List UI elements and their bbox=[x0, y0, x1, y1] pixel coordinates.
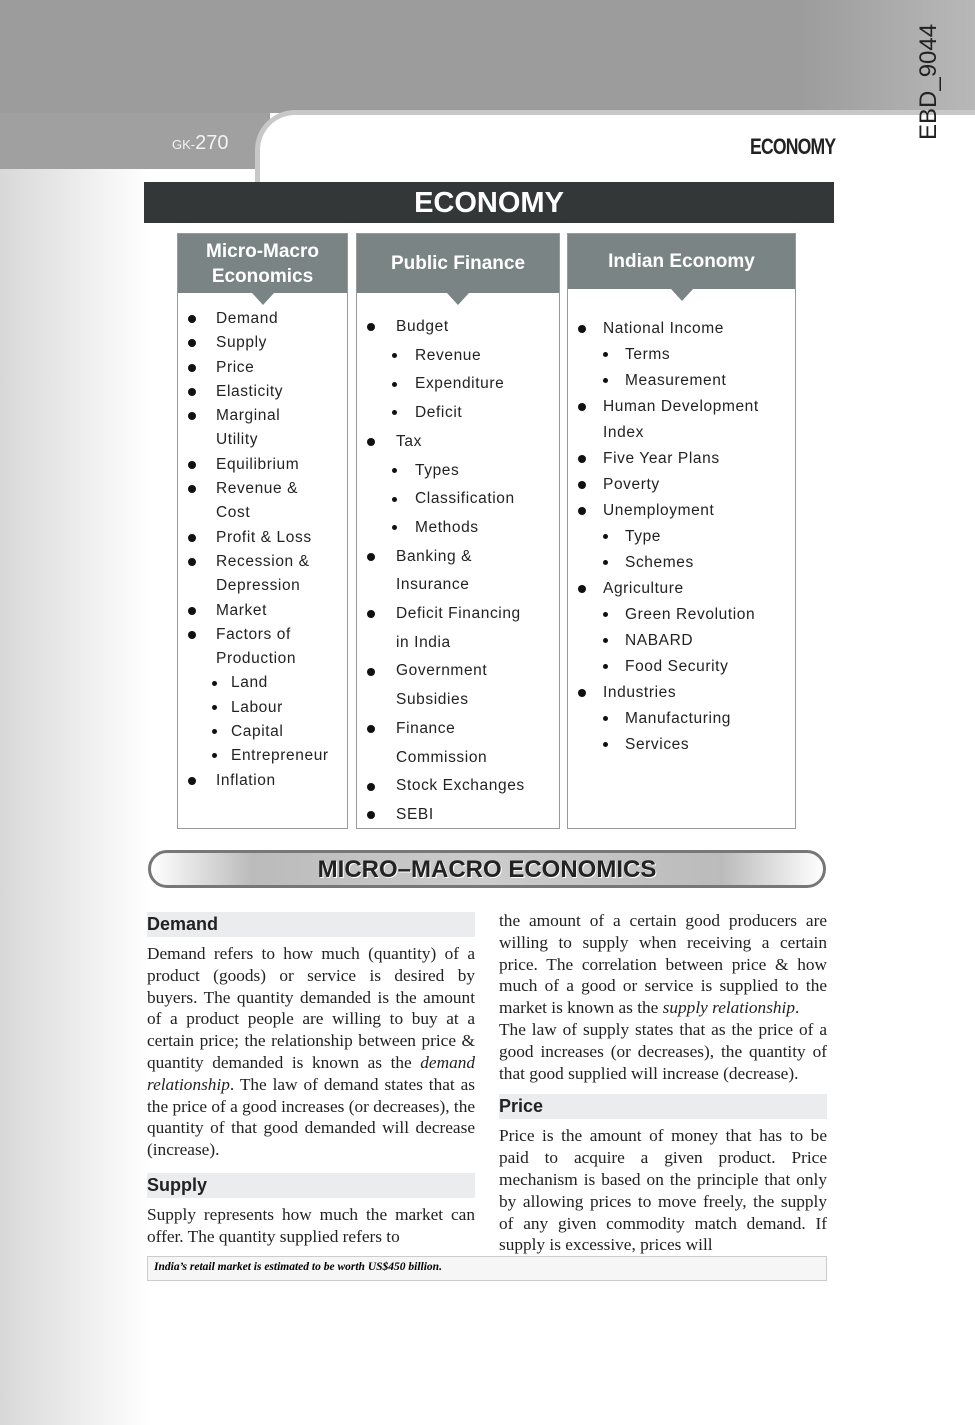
topic-item bbox=[568, 576, 795, 602]
topic-label: Unemployment bbox=[603, 502, 715, 519]
topic-label: Labour bbox=[231, 698, 283, 716]
bullet-icon bbox=[188, 315, 196, 323]
bullet-icon bbox=[578, 455, 586, 463]
topic-item bbox=[357, 342, 559, 371]
mindmap-column-public-finance bbox=[356, 233, 560, 829]
bullet-icon bbox=[392, 497, 397, 502]
bullet-icon bbox=[578, 481, 586, 489]
topic-label: Measurement bbox=[625, 372, 727, 389]
topic-label: Schemes bbox=[625, 554, 694, 571]
topic-item bbox=[568, 342, 795, 368]
topic-label: NABARD bbox=[625, 632, 694, 649]
topic-label: Banking & Insurance bbox=[396, 547, 473, 594]
topic-item bbox=[568, 316, 795, 342]
emphasis: supply relationship bbox=[662, 998, 795, 1018]
topic-label: Price bbox=[216, 358, 255, 376]
bullet-icon bbox=[578, 325, 586, 333]
topic-label: Marginal Utility bbox=[216, 407, 281, 449]
topic-label: Green Revolution bbox=[625, 606, 756, 623]
page-number-value: 270 bbox=[195, 132, 229, 154]
topic-item bbox=[568, 446, 795, 472]
law-of-supply-paragraph: The law of supply states that as the price of a good increases (or decreases), the quantity of that good supplied will increase (decrease). bbox=[499, 1019, 827, 1083]
text: . bbox=[795, 998, 800, 1018]
topic-label: SEBI bbox=[396, 805, 434, 823]
topic-item bbox=[178, 550, 347, 599]
topic-label: Supply bbox=[216, 334, 267, 352]
topic-item bbox=[568, 498, 795, 524]
topic-label: Five Year Plans bbox=[603, 450, 720, 467]
topic-item bbox=[357, 715, 559, 772]
bullet-icon bbox=[578, 403, 586, 411]
column-header: Indian Economy bbox=[568, 234, 795, 289]
topic-label: Expenditure bbox=[415, 375, 505, 393]
bullet-icon bbox=[392, 410, 397, 415]
topic-label: Profit & Loss bbox=[216, 528, 312, 546]
fact-note: India’s retail market is estimated to be worth US$450 billion. bbox=[147, 1256, 827, 1281]
right-text-column bbox=[499, 910, 827, 1256]
bullet-icon bbox=[188, 364, 196, 372]
header-tab bbox=[0, 113, 270, 169]
topic-label: Industries bbox=[603, 684, 677, 701]
topic-item bbox=[178, 356, 347, 380]
topic-label: Market bbox=[216, 601, 267, 619]
bullet-icon bbox=[188, 607, 196, 615]
bullet-icon bbox=[367, 725, 375, 733]
bullet-icon bbox=[188, 558, 196, 566]
supply-paragraph: Supply represents how much the market can offer. The quantity supplied refers to bbox=[147, 1204, 475, 1246]
topic-label: Revenue bbox=[415, 346, 482, 364]
topic-item bbox=[357, 485, 559, 514]
left-text-column bbox=[147, 912, 475, 1248]
bullet-icon bbox=[603, 560, 608, 565]
topic-label: Food Security bbox=[625, 658, 729, 675]
topic-item bbox=[357, 514, 559, 543]
topic-item bbox=[178, 307, 347, 331]
bullet-icon bbox=[392, 353, 397, 358]
bullet-icon bbox=[367, 553, 375, 561]
topic-label: Deficit Financing in India bbox=[396, 605, 521, 651]
topic-label: Budget bbox=[396, 318, 449, 335]
topic-label: Services bbox=[625, 736, 690, 753]
bullet-icon bbox=[392, 382, 397, 387]
chapter-banner: ECONOMY bbox=[144, 182, 834, 223]
topic-item bbox=[178, 720, 347, 744]
topic-label: Revenue & Cost bbox=[216, 480, 299, 522]
bullet-icon bbox=[188, 461, 196, 469]
bullet-icon bbox=[367, 783, 375, 791]
topic-label: Poverty bbox=[603, 476, 660, 493]
topic-item bbox=[178, 769, 347, 793]
topic-label: Stock Exchanges bbox=[396, 777, 525, 795]
topic-label: Government Subsidies bbox=[396, 662, 488, 709]
topic-label: Capital bbox=[231, 723, 284, 741]
topic-label: Entrepreneur bbox=[231, 747, 329, 765]
topic-list bbox=[357, 293, 559, 830]
topic-item bbox=[568, 732, 795, 758]
topic-item bbox=[568, 550, 795, 576]
bullet-icon bbox=[603, 534, 608, 539]
topic-label: Human Development Index bbox=[603, 398, 759, 441]
topic-item bbox=[178, 404, 347, 453]
bullet-icon bbox=[212, 705, 217, 710]
topic-item bbox=[357, 543, 559, 600]
section-title: MICRO–MACRO ECONOMICS bbox=[148, 850, 826, 888]
bullet-icon bbox=[188, 388, 196, 396]
bullet-icon bbox=[578, 585, 586, 593]
bullet-icon bbox=[367, 811, 375, 819]
topic-item bbox=[568, 706, 795, 732]
mindmap-column-indian-economy bbox=[567, 233, 796, 829]
topic-item bbox=[178, 477, 347, 526]
demand-paragraph bbox=[147, 943, 475, 1161]
topic-label: Land bbox=[231, 674, 268, 692]
topic-label: Type bbox=[625, 528, 662, 545]
topic-item bbox=[568, 628, 795, 654]
topic-list bbox=[178, 293, 347, 793]
header-fade bbox=[800, 0, 975, 118]
bullet-icon bbox=[578, 507, 586, 515]
topic-label: National Income bbox=[603, 320, 725, 337]
topic-item bbox=[568, 394, 795, 446]
bullet-icon bbox=[367, 438, 375, 446]
bullet-icon bbox=[367, 323, 375, 331]
topic-label: Recession & Depression bbox=[216, 552, 310, 595]
page-prefix: GK- bbox=[172, 137, 196, 152]
bullet-icon bbox=[188, 485, 196, 493]
text: Demand refers to how much (quantity) of a product (goods) or service is desired by buyers. The quantity demanded is the amount of a product people are willing to buy at a certain price; the relationship between price & quantity demanded is known as the bbox=[147, 944, 475, 1072]
topic-list bbox=[568, 289, 795, 758]
topic-item bbox=[357, 801, 559, 830]
topic-item bbox=[568, 524, 795, 550]
bullet-icon bbox=[188, 777, 196, 785]
topic-item bbox=[568, 680, 795, 706]
topic-item bbox=[357, 313, 559, 342]
bullet-icon bbox=[212, 681, 217, 686]
column-header: Public Finance bbox=[357, 234, 559, 293]
topic-label: Manufacturing bbox=[625, 710, 732, 727]
bullet-icon bbox=[392, 468, 397, 473]
topic-item bbox=[357, 772, 559, 801]
topic-label: Classification bbox=[415, 490, 515, 508]
mindmap-column-micro-macro bbox=[177, 233, 348, 829]
supply-heading: Supply bbox=[147, 1173, 475, 1198]
bullet-icon bbox=[367, 668, 375, 676]
bullet-icon bbox=[188, 631, 196, 639]
book-code: EBD_9044 bbox=[915, 23, 942, 140]
topic-item bbox=[357, 370, 559, 399]
bullet-icon bbox=[212, 729, 217, 734]
topic-item bbox=[178, 744, 347, 768]
topic-item bbox=[568, 602, 795, 628]
topic-label: Factors of Production bbox=[216, 625, 297, 668]
topic-item bbox=[357, 600, 559, 657]
topic-item bbox=[178, 671, 347, 695]
topic-item bbox=[568, 368, 795, 394]
topic-item bbox=[357, 428, 559, 457]
bullet-icon bbox=[603, 638, 608, 643]
topic-item bbox=[357, 657, 559, 714]
topic-label: Inflation bbox=[216, 771, 276, 789]
topic-item bbox=[568, 472, 795, 498]
bullet-icon bbox=[188, 534, 196, 542]
topic-item bbox=[178, 331, 347, 355]
header-curve bbox=[255, 110, 975, 190]
topic-item bbox=[178, 599, 347, 623]
topic-item bbox=[178, 696, 347, 720]
page-number bbox=[172, 132, 229, 155]
text: the amount of a certain good producers are willing to supply when receiving a certain price. The correlation between price & how much of a good or service is supplied to the market is known as the bbox=[499, 911, 827, 1018]
topic-label: Tax bbox=[396, 432, 422, 450]
bullet-icon bbox=[603, 612, 608, 617]
bullet-icon bbox=[603, 742, 608, 747]
bullet-icon bbox=[212, 753, 217, 758]
topic-item bbox=[568, 654, 795, 680]
bullet-icon bbox=[392, 525, 397, 530]
topic-label: Equilibrium bbox=[216, 455, 300, 473]
topic-label: Deficit bbox=[415, 404, 463, 422]
topic-label: Demand bbox=[216, 310, 279, 327]
bullet-icon bbox=[603, 378, 608, 383]
bullet-icon bbox=[603, 716, 608, 721]
topic-label: Methods bbox=[415, 518, 479, 536]
topic-label: Elasticity bbox=[216, 382, 284, 400]
text: . The law of demand states that as the price of a good increases (or decreases), the quantity of that good demanded will decrease (increase). bbox=[147, 1074, 475, 1160]
demand-heading: Demand bbox=[147, 912, 475, 937]
topic-item bbox=[178, 453, 347, 477]
bullet-icon bbox=[188, 412, 196, 420]
supply-continued-paragraph bbox=[499, 910, 827, 1019]
topic-label: Agriculture bbox=[603, 580, 684, 597]
column-header: Micro-Macro Economics bbox=[178, 234, 347, 293]
topic-label: Finance Commission bbox=[396, 719, 488, 766]
bullet-icon bbox=[603, 352, 608, 357]
bullet-icon bbox=[578, 689, 586, 697]
price-heading: Price bbox=[499, 1094, 827, 1119]
topic-label: Terms bbox=[625, 346, 671, 363]
emphasis: demand relationship bbox=[147, 1052, 475, 1094]
topic-item bbox=[357, 457, 559, 486]
bullet-icon bbox=[367, 610, 375, 618]
bullet-icon bbox=[603, 664, 608, 669]
topic-item bbox=[357, 399, 559, 428]
topic-label: Types bbox=[415, 461, 460, 479]
page-shade bbox=[0, 169, 150, 1425]
topic-item bbox=[178, 623, 347, 672]
running-title: ECONOMY bbox=[750, 134, 836, 159]
bullet-icon bbox=[188, 339, 196, 347]
price-paragraph: Price is the amount of money that has to be paid to acquire a given product. Price mechanism is based on the principle that only by allowing prices to move freely, the supply of any given commodity match demand. If supply is excessive, prices will bbox=[499, 1126, 827, 1255]
topic-item bbox=[178, 526, 347, 550]
topic-item bbox=[178, 380, 347, 404]
